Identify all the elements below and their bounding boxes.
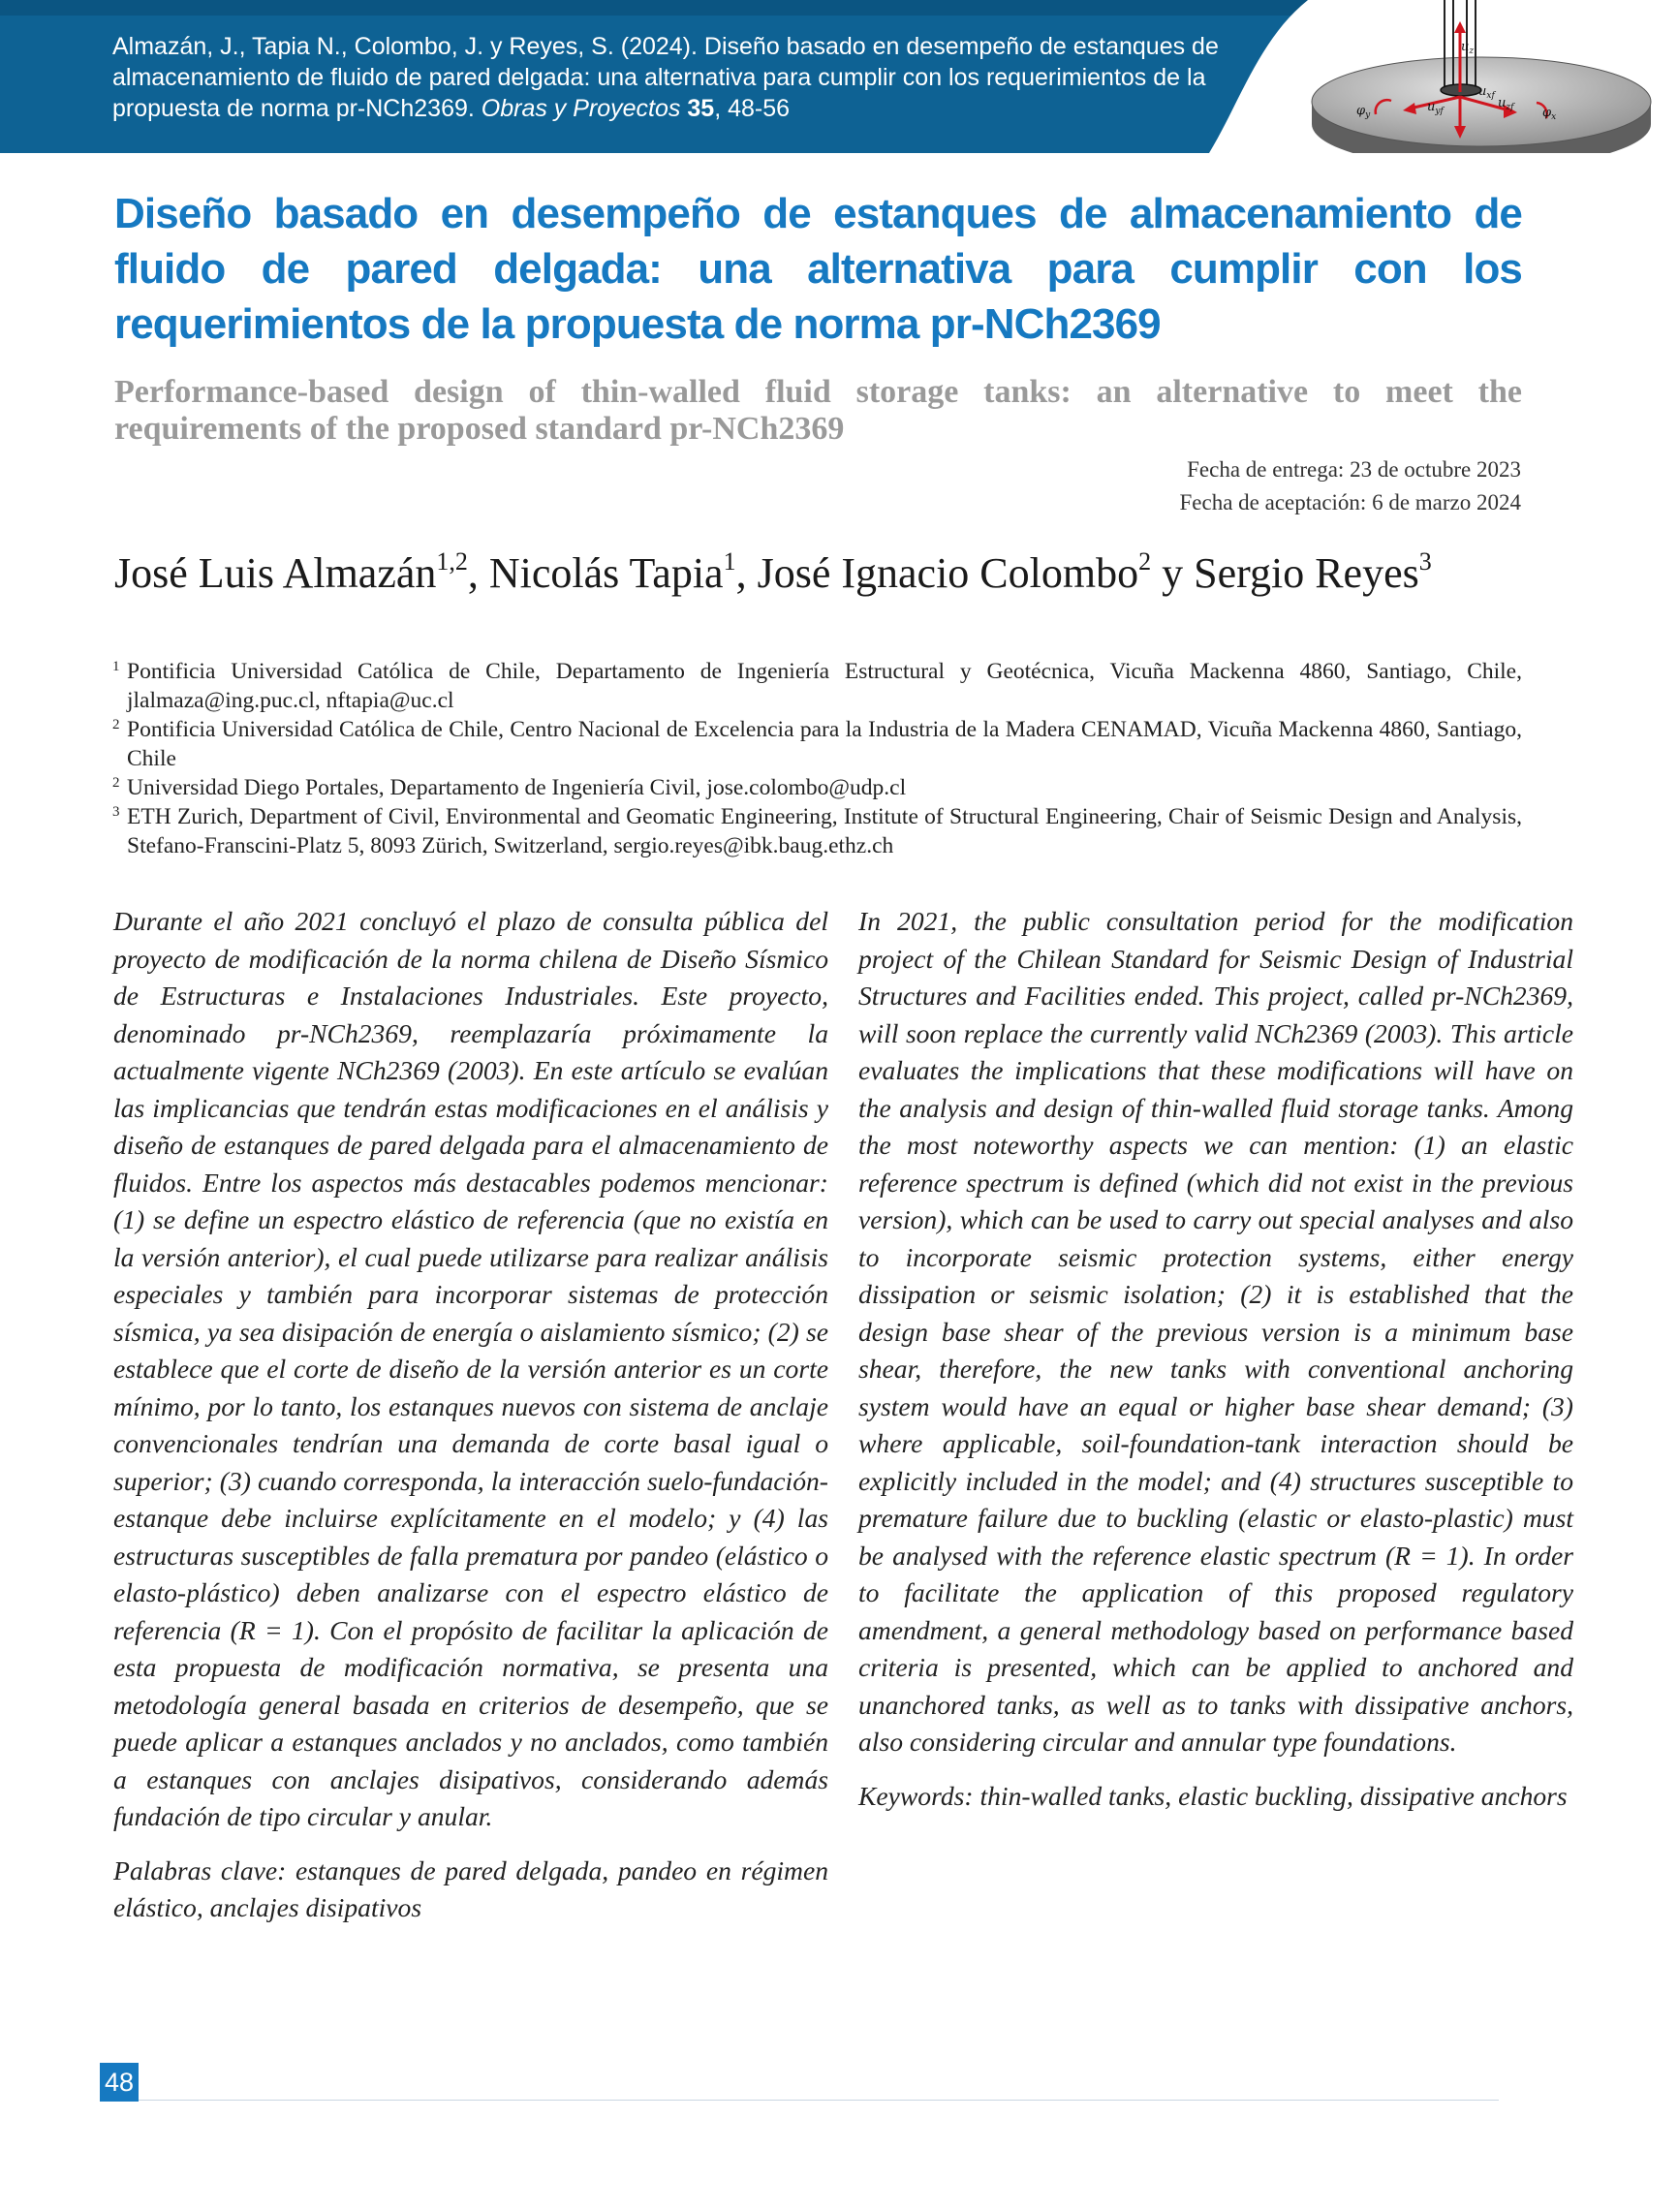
article-title: Diseño basado en desempeño de estanques de almacenamiento de fluido de pared delgada: una alternativa para cumplir con los requerimientos de la propuesta de norma pr-NCh2369 <box>114 190 1522 348</box>
journal-volume: 35 <box>687 95 715 122</box>
keywords-es: Palabras clave: estanques de pared delgada, pandeo en régimen elástico, anclajes disipativos <box>113 1854 828 1922</box>
tank-foundation-figure <box>1289 0 1678 153</box>
affiliation-text: Pontificia Universidad Católica de Chile, Departamento de Ingeniería Estructural y Geotécnica, Vicuña Mackenna 4860, Santiago, Chile, jlalmaza@ing.puc.cl, nftapia@uc.cl <box>127 659 1522 713</box>
svg-text:φy: $\varphi_y$ <box>1356 104 1371 120</box>
author-name: Nicolás Tapia <box>488 549 724 597</box>
keywords-en: Keywords: thin-walled tanks, elastic buckling, dissipative anchors <box>858 1780 1568 1811</box>
author-list: José Luis Almazán$^{1,2}$, Nicolás Tapia$^1$, José Ignacio Colombo$^2$ y Sergio Reyes$^3$ <box>114 547 1432 597</box>
abstract-english <box>858 903 1573 1831</box>
accepted-date: Fecha de aceptación: 6 de marzo 2024 <box>1179 490 1521 514</box>
author-name: José Ignacio Colombo <box>757 549 1139 597</box>
affiliation-item <box>112 657 1522 715</box>
article-dates <box>872 453 1521 519</box>
article-subtitle: Performance-based design of thin-walled fluid storage tanks: an alternative to meet the requirements of the proposed standard pr-NCh2369 <box>114 374 1522 447</box>
author-name: José Luis Almazán <box>114 549 437 597</box>
author-affiliation-mark: 1 <box>723 547 736 576</box>
svg-text:uz: $u_z$ <box>1461 40 1475 56</box>
abstract-es-text: Durante el año 2021 concluyó el plazo de consulta pública del proyecto de modificación de la norma chilena de Diseño Sísmico de Estructuras e Instalaciones Industriales. Este proyecto, denominado pr-NCh2369, reemplazaría próximamente la actualmente vigente NCh2369 (2003). En este artículo se evalúan las implicancias que tendrán estas modificaciones en el análisis y diseño de estanques de pared delgada para el almacenamiento de fluidos. Entre los aspectos más destacables podemos mencionar: (1) se define un espectro elástico de referencia (que no existía en la versión anterior), el cual puede utilizarse para realizar análisis especiales y también para incorporar sistemas de protección sísmica, ya sea disipación de energía o aislamiento sísmico; (2) se establece que el corte de diseño de la versión anterior es un corte mínimo, por lo tanto, los estanques nuevos con sistema de anclaje convencionales tendrían una demanda de corte basal igual o superior; (3) cuando corresponda, la interacción suelo-fundación-estanque debe incluirse explícitamente en el modelo; y (4) las estructuras susceptibles de falla prematura por pandeo (elástico o elasto-plástico) deben analizarse con el espectro elástico de referencia (R = 1). Con el propósito de facilitar la aplicación de esta propuesta de modificación normativa, se presenta una metodología general basada en criterios de desempeño, que se puede aplicar a estanques anclados y no anclados, como también a estanques con anclajes disipativos, considerando además fundación de tipo circular y anular. <box>113 906 828 1831</box>
affiliation-mark: 2 <box>112 717 120 732</box>
citation <box>112 31 1275 124</box>
svg-text:uxf: $u_{xf}$ <box>1478 84 1495 101</box>
footer-rule <box>139 2100 1499 2101</box>
affiliation-mark: 1 <box>112 659 120 674</box>
affiliation-list <box>112 657 1522 860</box>
abstract-en-text: In 2021, the public consultation period for the modification project of the Chilean Standard for Seismic Design of Industrial Structures and Facilities ended. This project, called pr-NCh2369, will soon replace the currently valid NCh2369 (2003). This article evaluates the implications that these modifications will have on the analysis and design of thin-walled fluid storage tanks. Among the most noteworthy aspects we can mention: (1) an elastic reference spectrum is defined (which did not exist in the previous version), which can be used to carry out special analyses and also to incorporate seismic protection systems, either energy dissipation or seismic isolation; (2) it is established that the design base shear of the previous version is a minimum base shear, therefore, the new tanks with conventional anchoring system would have an equal or higher base shear demand; (3) where applicable, soil-foundation-tank interaction should be explicitly included in the model; and (4) structures susceptible to premature failure due to buckling (elastic or elasto-plastic) must be analysed with the reference elastic spectrum (R = 1). In order to facilitate the application of this proposed regulatory amendment, a general methodology based on performance based criteria is presented, which can be applied to anchored and unanchored tanks, as well as to tanks with dissipative anchors, also considering circular and annular type foundations. <box>858 906 1573 1757</box>
author-affiliation-mark: 1,2 <box>436 547 468 576</box>
affiliation-text: Pontificia Universidad Católica de Chile, Centro Nacional de Excelencia para la Industria de la Madera CENAMAD, Vicuña Mackenna 4860, Santiago, Chile <box>127 717 1522 771</box>
journal-pages: , 48-56 <box>714 95 791 122</box>
affiliation-item <box>112 802 1522 860</box>
header-banner <box>0 0 1678 153</box>
svg-text:uyf: $u_{yf}$ <box>1427 100 1444 116</box>
journal-name: Obras y Proyectos <box>481 95 681 122</box>
author-affiliation-mark: 3 <box>1418 547 1432 576</box>
fig-label-u: u <box>1461 40 1470 54</box>
svg-text:φx: $\varphi_x$ <box>1542 106 1557 122</box>
affiliation-text: ETH Zurich, Department of Civil, Environmental and Geomatic Engineering, Institute of Structural Engineering, Chair of Seismic Design and Analysis, Stefano-Franscini-Platz 5, 8093 Zürich, Switzerland, sergio.reyes@ibk.baug.ethz.ch <box>127 804 1522 858</box>
affiliation-item <box>112 773 1522 802</box>
affiliation-mark: 3 <box>112 804 120 820</box>
affiliation-text: Universidad Diego Portales, Departamento de Ingeniería Civil, jose.colombo@udp.cl <box>127 775 907 800</box>
author-name: Sergio Reyes <box>1194 549 1419 597</box>
citation-text: Almazán, J., Tapia N., Colombo, J. y Reyes, S. (2024). Diseño basado en desempeño de estanques de almacenamiento de fluido de pared delgada: una alternativa para cumplir con los requerimientos de la propuesta de norma pr-NCh2369. <box>112 33 1219 122</box>
abstract-spanish <box>113 903 828 1944</box>
affiliation-item <box>112 715 1522 773</box>
svg-text:uzf: $u_{zf}$ <box>1498 96 1514 112</box>
affiliation-mark: 2 <box>112 775 120 791</box>
page-number: 48 <box>100 2063 139 2102</box>
received-date: Fecha de entrega: 23 de octubre 2023 <box>1187 457 1521 482</box>
author-affiliation-mark: 2 <box>1138 547 1152 576</box>
